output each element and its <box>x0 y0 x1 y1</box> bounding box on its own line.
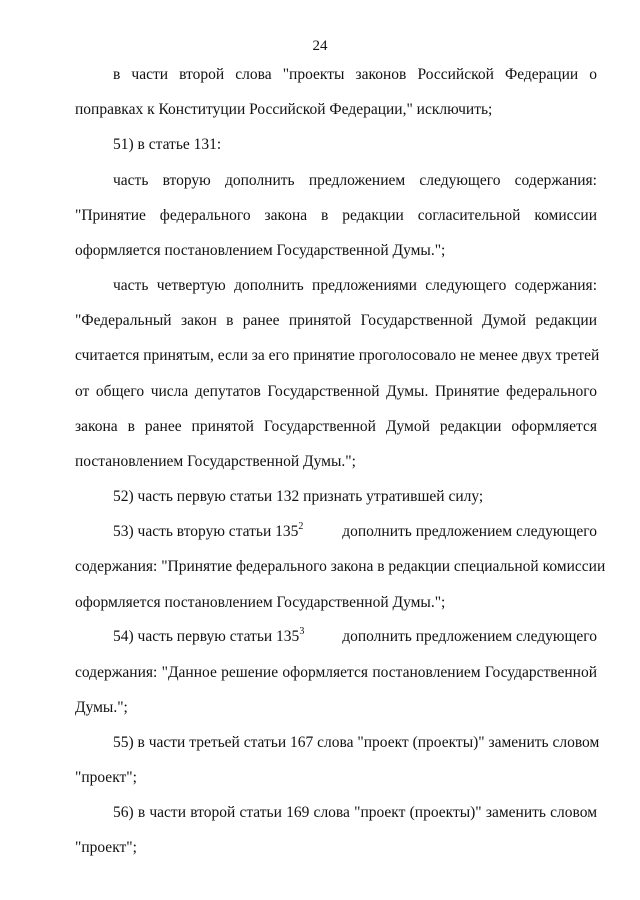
line-20: 55) в части третьей статьи 167 слова "проект (проекты)" заменить словом <box>113 734 600 751</box>
line-18: содержания: "Данное решение оформляется постановлением Государственной <box>75 664 597 681</box>
line-21: "проект"; <box>75 769 137 786</box>
line-5: "Принятие федерального закона в редакции согласительной комиссии <box>75 207 597 224</box>
superscript-2: 2 <box>298 520 304 532</box>
line-4: часть вторую дополнить предложением следующего содержания: <box>113 172 597 189</box>
line-17-pre: 54) часть первую статьи 135 <box>113 628 300 645</box>
line-16: оформляется постановлением Государственной Думы."; <box>75 594 446 611</box>
line-2: поправках к Конституции Российской Федерации," исключить; <box>75 101 493 118</box>
line-11: закона в ранее принятой Государственной Думой редакции оформляется <box>75 418 597 435</box>
line-8: "Федеральный закон в ранее принятой Государственной Думой редакции <box>75 312 597 329</box>
line-17-start <box>113 625 305 646</box>
line-22: 56) в части второй статьи 169 слова "проект (проекты)" заменить словом <box>113 804 597 821</box>
line-15: содержания: "Принятие федерального закона в редакции специальной комиссии <box>75 558 606 575</box>
line-14 <box>113 520 597 541</box>
line-9: считается принятым, если за его принятие проголосовало не менее двух третей <box>75 347 600 364</box>
line-14-start <box>113 520 304 541</box>
line-14-end: дополнить предложением следующего <box>342 523 597 540</box>
line-19: Думы."; <box>75 699 128 716</box>
line-12: постановлением Государственной Думы."; <box>75 453 356 470</box>
line-7: часть четвертую дополнить предложениями следующего содержания: <box>113 277 597 294</box>
line-13: 52) часть первую статьи 132 признать утратившей силу; <box>113 488 484 505</box>
line-1: в части второй слова "проекты законов Российской Федерации о <box>113 66 597 83</box>
line-10: от общего числа депутатов Государственной Думы. Принятие федерального <box>75 383 597 400</box>
line-3: 51) в статье 131: <box>113 136 222 153</box>
line-17-end: дополнить предложением следующего <box>342 628 597 645</box>
line-23: "проект"; <box>75 839 137 856</box>
line-14-pre: 53) часть вторую статьи 135 <box>113 523 299 540</box>
page-number: 24 <box>312 38 328 54</box>
line-17 <box>113 625 597 646</box>
line-6: оформляется постановлением Государственной Думы."; <box>75 242 446 259</box>
superscript-3: 3 <box>299 625 305 637</box>
